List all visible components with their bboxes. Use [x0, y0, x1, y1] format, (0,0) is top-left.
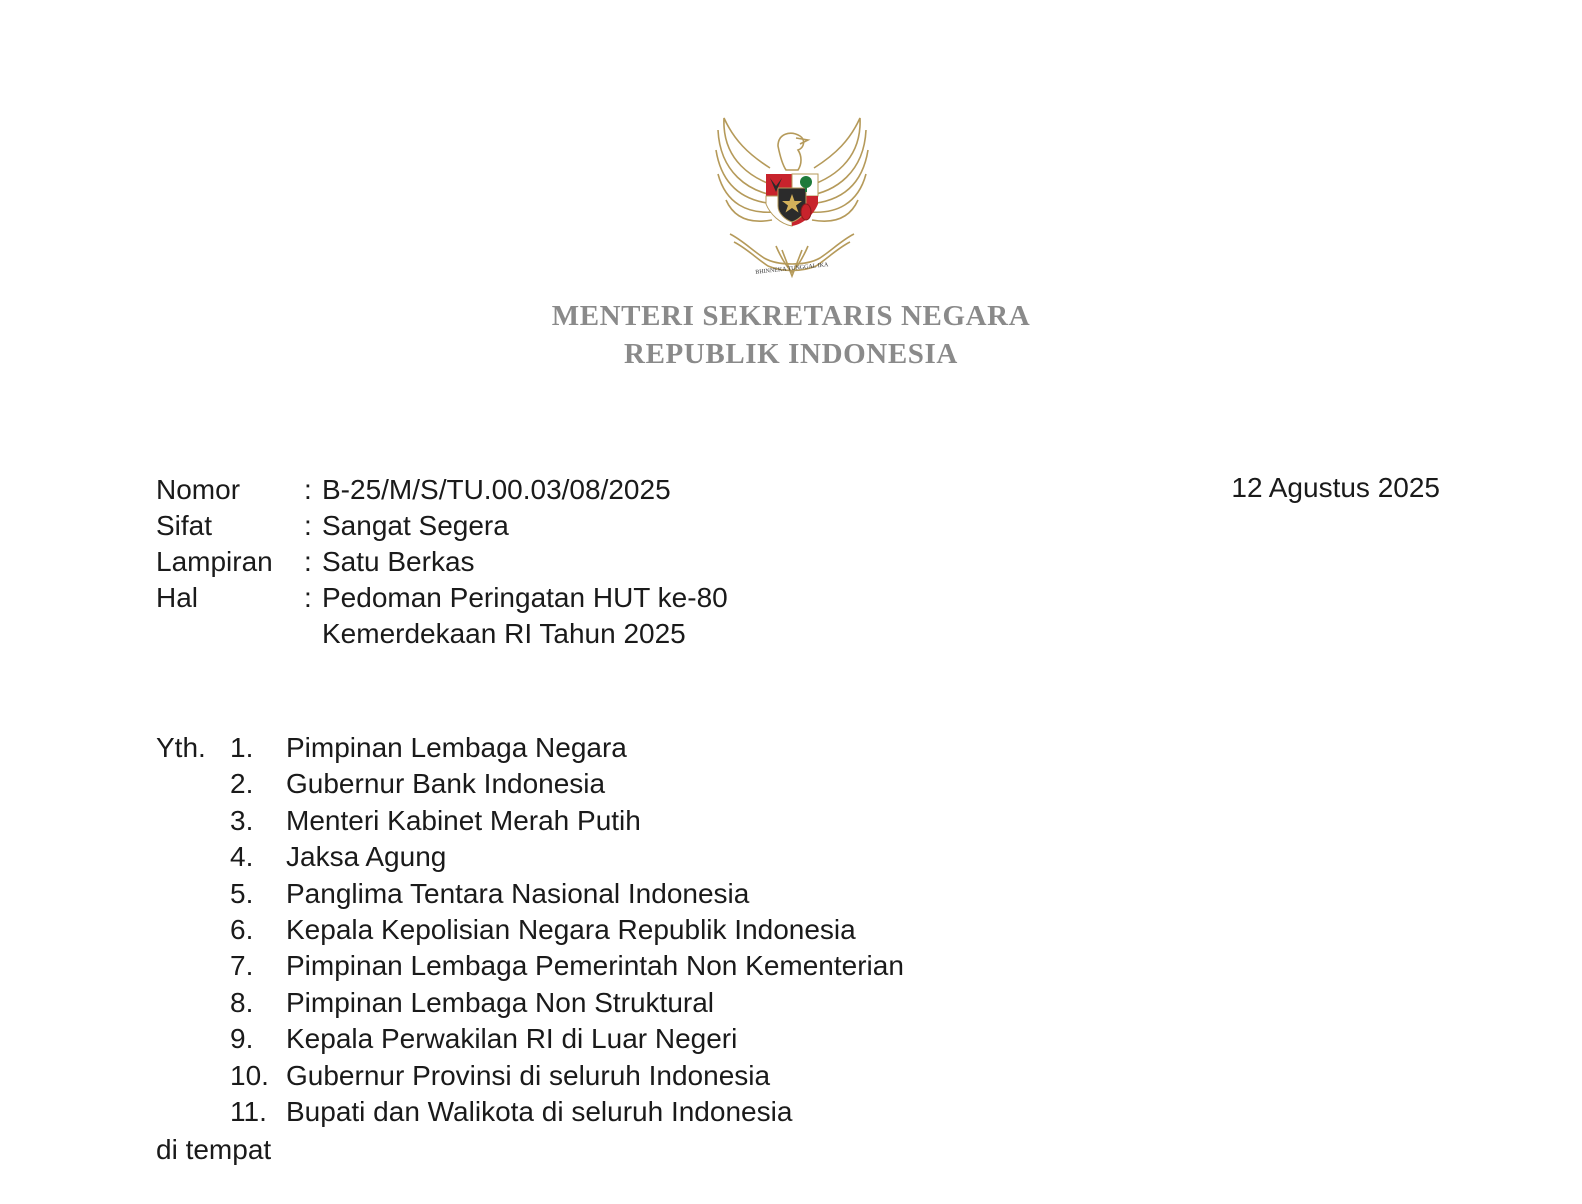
list-text: Pimpinan Lembaga Negara: [286, 732, 627, 763]
meta-colon: :: [304, 582, 312, 613]
list-text: Pimpinan Lembaga Pemerintah Non Kementerian: [286, 950, 904, 982]
meta-value: Kemerdekaan RI Tahun 2025: [322, 618, 686, 649]
list-text: Gubernur Provinsi di seluruh Indonesia: [286, 1059, 771, 1091]
list-number: 2.: [230, 768, 254, 800]
list-item: [156, 839, 904, 875]
meta-label: Nomor: [156, 474, 241, 505]
list-text: Jaksa Agung: [286, 841, 447, 873]
meta-value: Pedoman Peringatan HUT ke-80: [322, 582, 728, 613]
letter-meta-block: [156, 472, 728, 652]
list-text: Pimpinan Lembaga Non Struktural: [286, 986, 715, 1018]
recipient-prefix: Yth.: [156, 732, 206, 763]
list-number: 9.: [230, 1023, 254, 1055]
list-text: Panglima Tentara Nasional Indonesia: [286, 877, 750, 909]
list-number: 6.: [230, 913, 254, 945]
list-text: Bupati dan Walikota di seluruh Indonesia: [286, 1095, 793, 1127]
meta-row-lampiran: [156, 544, 728, 580]
list-item: [156, 1021, 904, 1057]
list-item: [156, 1058, 904, 1094]
letterhead-title-line2: REPUBLIK INDONESIA: [624, 338, 958, 370]
list-item: [156, 803, 904, 839]
garuda-emblem-icon: [712, 110, 872, 286]
letter-date: 12 Agustus 2025: [1231, 472, 1440, 503]
list-number: 7.: [230, 950, 254, 982]
meta-colon: :: [304, 474, 312, 505]
meta-label: Lampiran: [156, 546, 273, 577]
list-text: Kepala Perwakilan RI di Luar Negeri: [286, 1023, 738, 1055]
list-number: 1.: [230, 732, 254, 763]
letterhead-title-line1: MENTERI SEKRETARIS NEGARA: [551, 300, 1031, 332]
closing-line: di tempat: [156, 1134, 272, 1165]
svg-text:BHINNEKA TUNGGAL IKA: BHINNEKA TUNGGAL IKA: [755, 262, 829, 276]
list-item: [156, 730, 904, 766]
meta-row-hal: [156, 580, 728, 616]
list-text: Kepala Kepolisian Negara Republik Indonesia: [286, 913, 856, 945]
meta-value: B-25/M/S/TU.00.03/08/2025: [322, 474, 671, 505]
meta-value: Satu Berkas: [322, 546, 475, 577]
meta-label: Sifat: [156, 510, 213, 541]
list-number: 11.: [230, 1095, 267, 1127]
list-number: 8.: [230, 986, 254, 1018]
list-item: [156, 766, 904, 802]
list-item: [156, 948, 904, 984]
meta-value: Sangat Segera: [322, 510, 509, 541]
list-text: Gubernur Bank Indonesia: [286, 768, 606, 800]
meta-row-hal-continuation: [156, 616, 728, 652]
list-item: [156, 876, 904, 912]
list-item: [156, 985, 904, 1021]
meta-colon: :: [304, 546, 312, 577]
list-number: 10.: [230, 1059, 269, 1091]
meta-colon: :: [304, 510, 312, 541]
recipients-list: [156, 730, 904, 1130]
meta-label: Hal: [156, 582, 199, 613]
meta-row-nomor: [156, 472, 728, 508]
list-item: [156, 1094, 904, 1130]
list-text: Menteri Kabinet Merah Putih: [286, 804, 641, 836]
meta-row-sifat: [156, 508, 728, 544]
list-number: 4.: [230, 841, 254, 873]
list-number: 5.: [230, 877, 254, 909]
list-number: 3.: [230, 804, 254, 836]
list-item: [156, 912, 904, 948]
